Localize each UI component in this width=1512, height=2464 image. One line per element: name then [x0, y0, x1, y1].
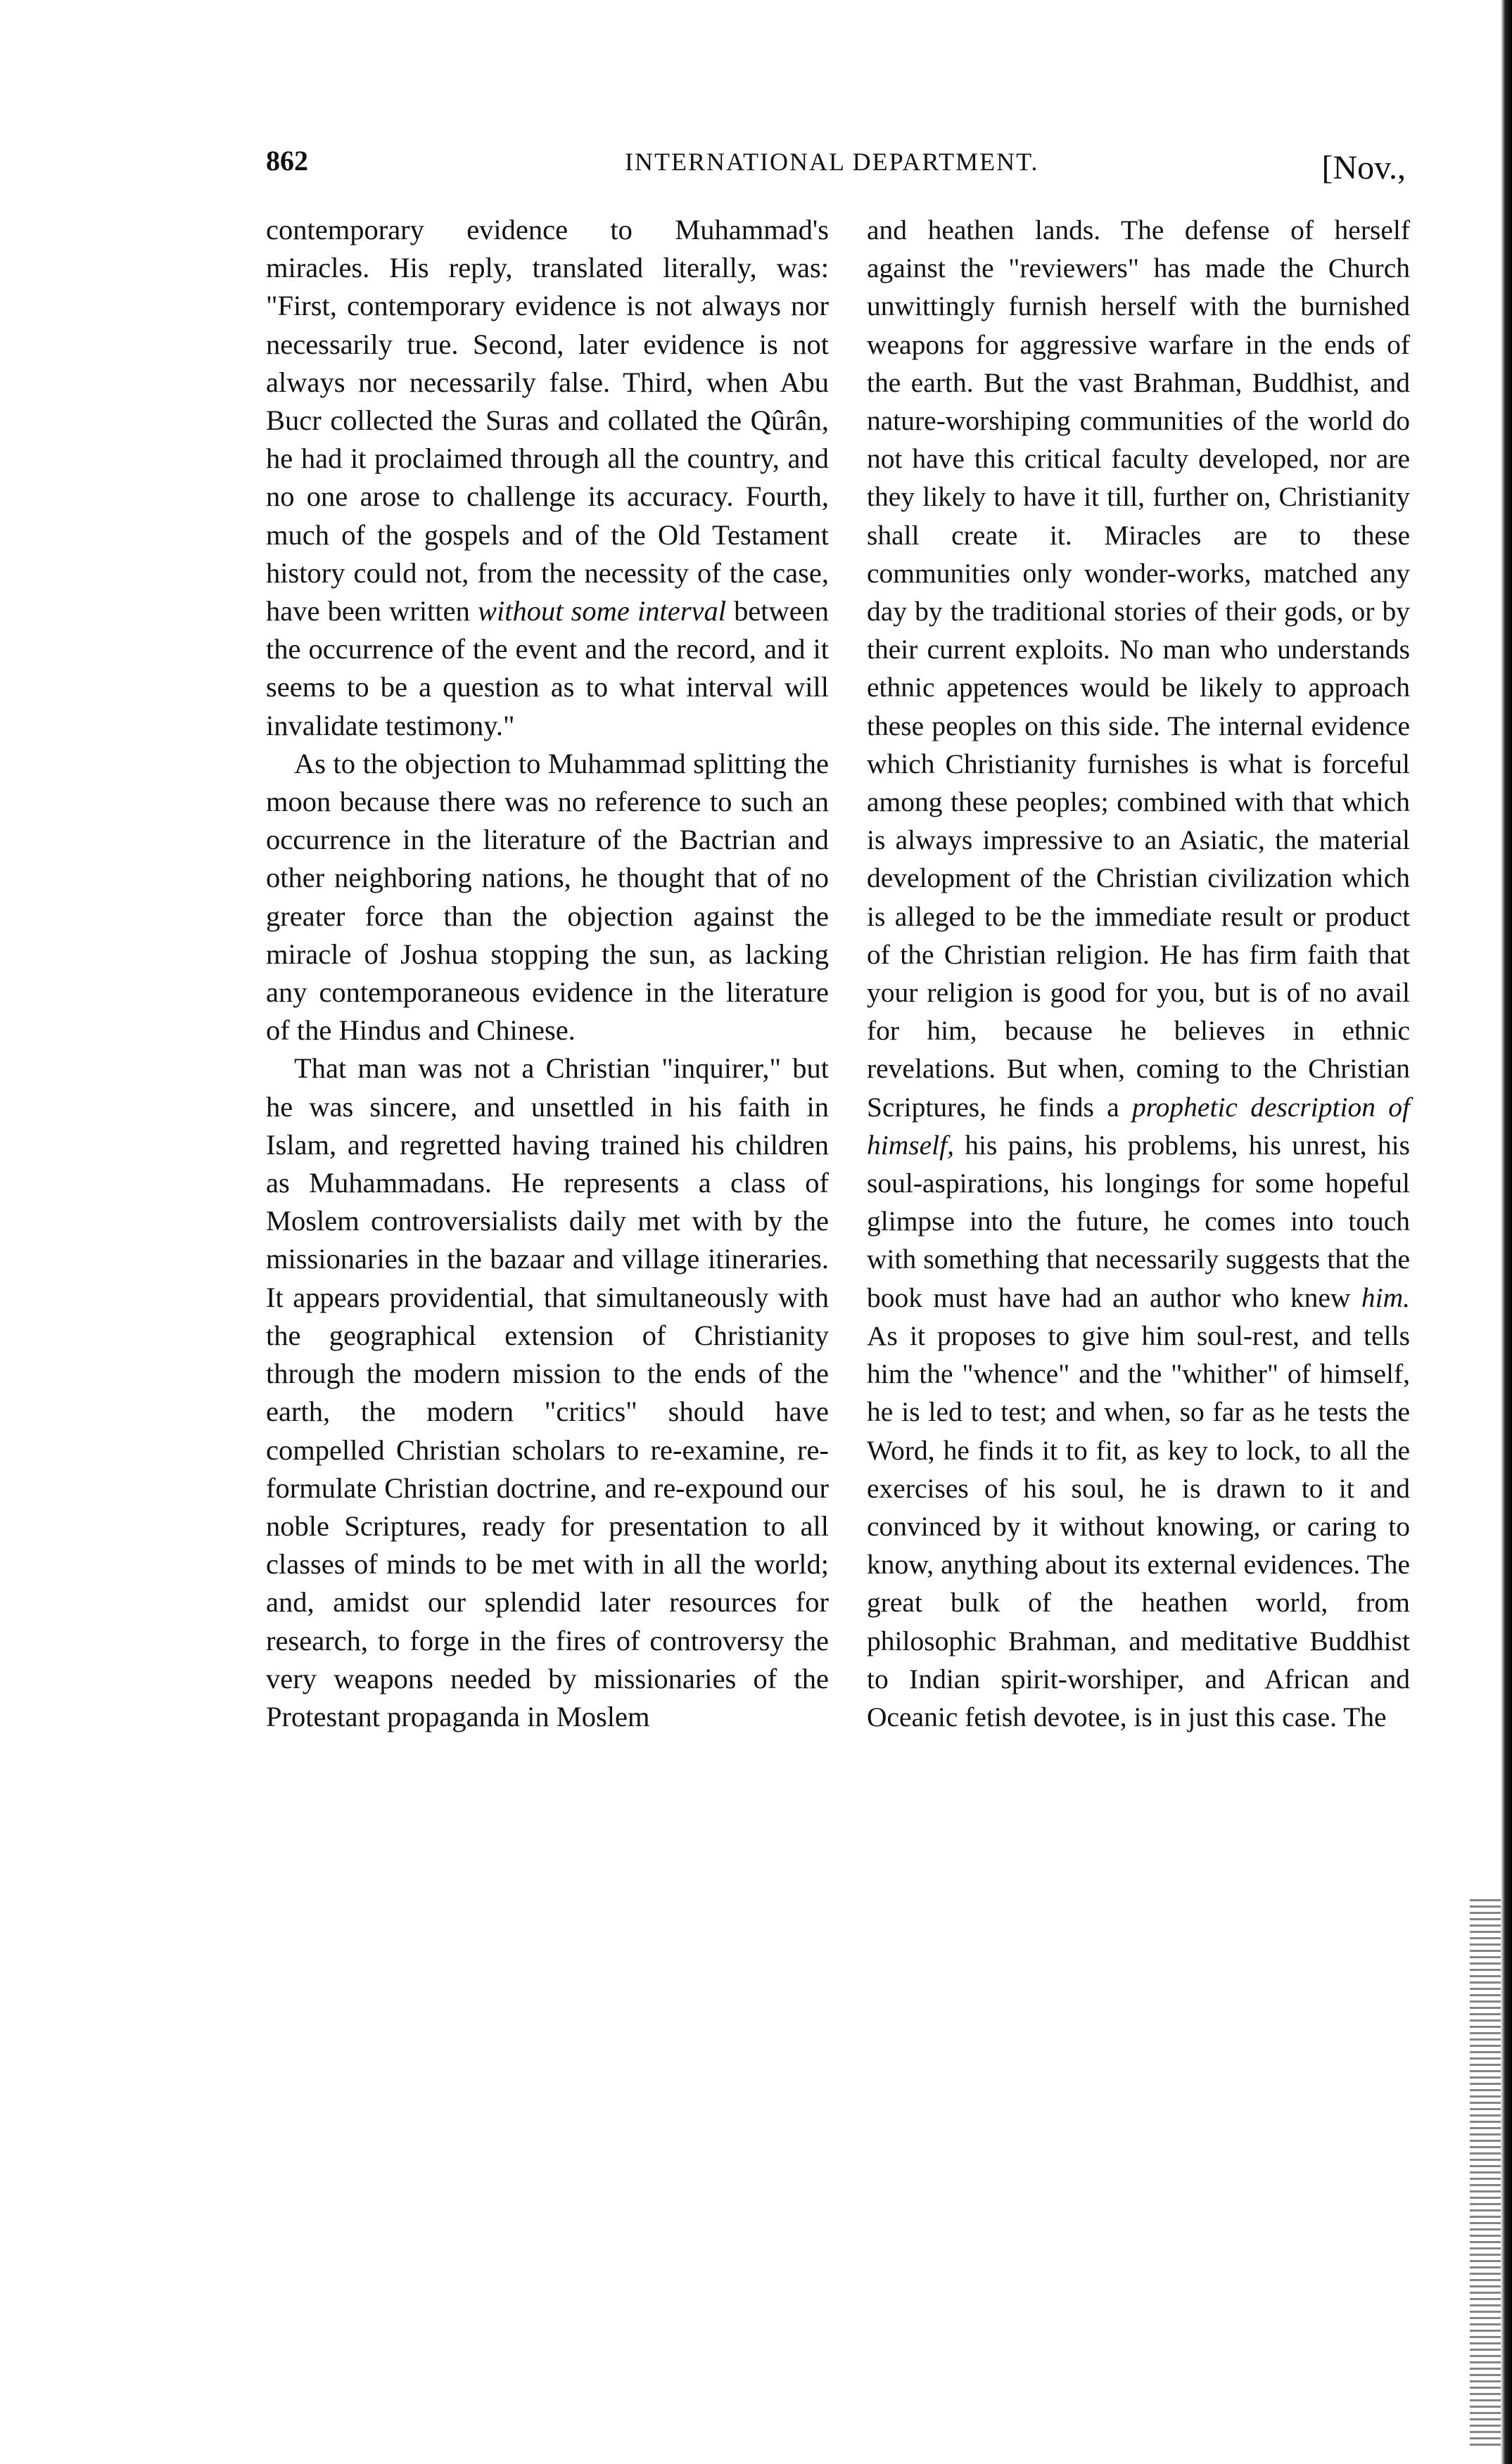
- date-tag: [Nov.,: [1321, 149, 1406, 186]
- right-p1-italic: prophetic description of himself,: [867, 1091, 1410, 1161]
- right-p1-italic2: him.: [1361, 1282, 1410, 1313]
- page-number: 862: [266, 145, 308, 177]
- left-paragraph-3: That man was not a Christian "inquirer," but he was sincere, and unsettled in his faith in Islam, and regretted having trained his children as Muhammadans. He represents a class of Moslem controversialists daily met with by the missionaries in the bazaar and village itineraries. It appears providential, that simultaneously with the geographical extension of Christianity through the modern mission to the ends of the earth, the modern "critics" should have compelled Christian scholars to re-examine, re-formulate Christian doctrine, and re-expound our noble Scriptures, ready for presentation to all classes of minds to be met with in all the world; and, amidst our splendid later resources for research, to forge in the fires of controversy the very weapons needed by missionaries of the Protestant propaganda in Moslem: [266, 1052, 829, 1732]
- right-column: [867, 211, 1410, 1736]
- page-header: [266, 144, 1406, 193]
- running-title: INTERNATIONAL DEPARTMENT.: [625, 148, 1039, 176]
- left-paragraph-2: As to the objection to Muhammad splitting the moon because there was no reference to such an occurrence in the literature of the Bactrian and other neighboring nations, he thought that of no greater force than the objection against the miracle of Joshua stopping the sun, as lacking any contemporaneous evidence in the literature of the Hindus and Chinese.: [266, 747, 829, 1047]
- left-p1-italic: without some interval: [477, 595, 726, 627]
- right-paragraph-1: [867, 211, 1410, 1736]
- left-paragraph-1: [266, 211, 829, 745]
- right-p1-mid: his pains, his problems, his unrest, his soul-aspirations, his longings for some hopeful glimpse into the future, he comes into touch with something that necessarily suggests that the book must have had an author who knew: [867, 1129, 1410, 1313]
- right-p1-end: As it proposes to give him soul-rest, and tells him the "whence" and the "whither" of himself, he is led to test; and when, so far as he tests the Word, he finds it to fit, as key to lock, to all the exercises of his soul, he is drawn to it and convinced by it without knowing, or caring to know, anything about its external evidences. The great bulk of the heathen world, from philosophic Brahman, and meditative Buddhist to Indian spirit-worshiper, and African and Oceanic fetish devotee, is in just this case. The: [867, 1320, 1410, 1732]
- left-column: [266, 211, 829, 1736]
- left-p1-text: contemporary evidence to Muhammad's miracles. His reply, translated literally, was: "First, contemporary evidence is not always nor necessarily true. Second, later evidence is not always nor necessarily false. Third, when Abu Bucr collected the Suras and collated the Qûrân, he had it proclaimed through all the country, and no one arose to challenge its accuracy. Fourth, much of the gospels and of the Old Testament history could not, from the necessity of the case, have been written: [266, 214, 829, 627]
- scan-edge-noise: [1470, 1899, 1501, 2448]
- left-p1-end: between the occurrence of the event and the record, and it seems to be a question as to what interval will invalidate testimony.": [266, 595, 830, 741]
- right-p1-text: and heathen lands. The defense of herself against the "reviewers" has made the Church unwittingly furnish herself with the burnished weapons for aggressive warfare in the ends of the earth. But the vast Brahman, Buddhist, and nature-worshiping communities of the world do not have this critical faculty developed, nor are they likely to have it till, further on, Christianity shall create it. Miracles are to these communities only wonder-works, matched any day by the traditional stories of their gods, or by their current exploits. No man who understands ethnic appetences would be likely to approach these peoples on this side. The internal evidence which Christianity furnishes is what is forceful among these peoples; combined with that which is always impressive to an Asiatic, the material development of the Christian civilization which is alleged to be the immediate result or product of the Christian religion. He has firm faith that your religion is good for you, but is of no avail for him, because he believes in ethnic revelations. But when, coming to the Christian Scriptures, he finds a: [867, 215, 1410, 1123]
- scan-edge-shadow: [1501, 0, 1512, 2464]
